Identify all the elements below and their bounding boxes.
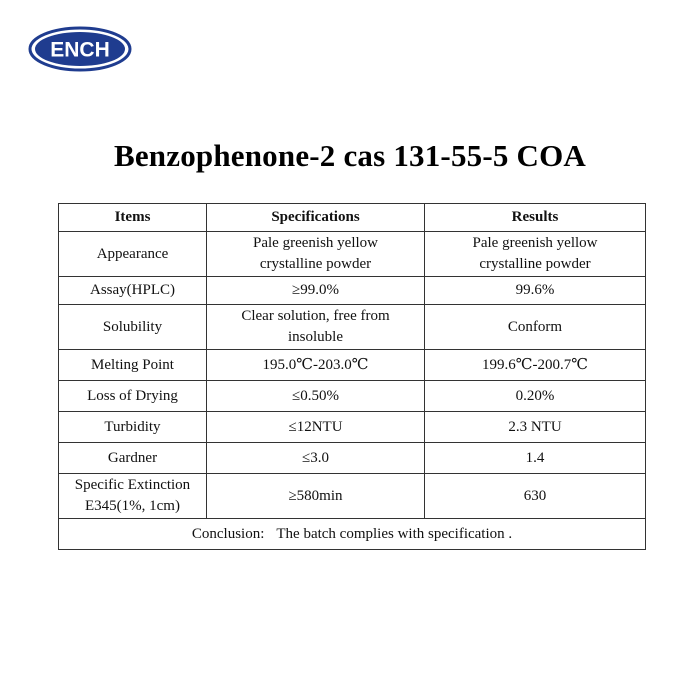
page-title: Benzophenone-2 cas 131-55-5 COA xyxy=(113,138,587,173)
ench-logo xyxy=(28,26,132,72)
column-header-results: Results xyxy=(425,204,646,232)
spec-cell: ≤0.50% xyxy=(207,381,425,412)
conclusion-text: The batch complies with specification . xyxy=(276,525,513,542)
item-cell: Loss of Drying xyxy=(59,381,207,412)
spec-cell: Clear solution, free from insoluble xyxy=(207,305,425,350)
column-header-items: Items xyxy=(59,204,207,232)
result-cell: Pale greenish yellow crystalline powder xyxy=(425,232,646,277)
table-row xyxy=(59,305,646,350)
spec-cell: ≤12NTU xyxy=(207,412,425,443)
spec-cell: 195.0℃-203.0℃ xyxy=(207,350,425,381)
item-cell: Melting Point xyxy=(59,350,207,381)
table-row xyxy=(59,381,646,412)
result-cell: Conform xyxy=(425,305,646,350)
item-cell: Appearance xyxy=(59,232,207,277)
result-cell: 199.6℃-200.7℃ xyxy=(425,350,646,381)
item-cell: Solubility xyxy=(59,305,207,350)
conclusion-cell xyxy=(59,519,646,550)
spec-cell: ≥580min xyxy=(207,474,425,519)
table-row xyxy=(59,474,646,519)
item-cell: Turbidity xyxy=(59,412,207,443)
result-cell: 630 xyxy=(425,474,646,519)
table-row xyxy=(59,277,646,305)
spec-cell: ≤3.0 xyxy=(207,443,425,474)
logo-text: ENCH xyxy=(50,38,110,62)
table-row xyxy=(59,412,646,443)
table-row xyxy=(59,443,646,474)
result-cell: 1.4 xyxy=(425,443,646,474)
result-cell: 99.6% xyxy=(425,277,646,305)
table-row xyxy=(59,350,646,381)
conclusion-row xyxy=(59,519,646,550)
item-cell: Assay(HPLC) xyxy=(59,277,207,305)
item-cell: Gardner xyxy=(59,443,207,474)
conclusion-label: Conclusion: xyxy=(191,525,265,542)
table-header-row xyxy=(59,204,646,232)
result-cell: 0.20% xyxy=(425,381,646,412)
spec-cell: ≥99.0% xyxy=(207,277,425,305)
spec-cell: Pale greenish yellow crystalline powder xyxy=(207,232,425,277)
table-row xyxy=(59,232,646,277)
coa-table xyxy=(58,203,646,550)
item-cell: Specific Extinction E345(1%, 1cm) xyxy=(59,474,207,519)
column-header-specifications: Specifications xyxy=(207,204,425,232)
result-cell: 2.3 NTU xyxy=(425,412,646,443)
